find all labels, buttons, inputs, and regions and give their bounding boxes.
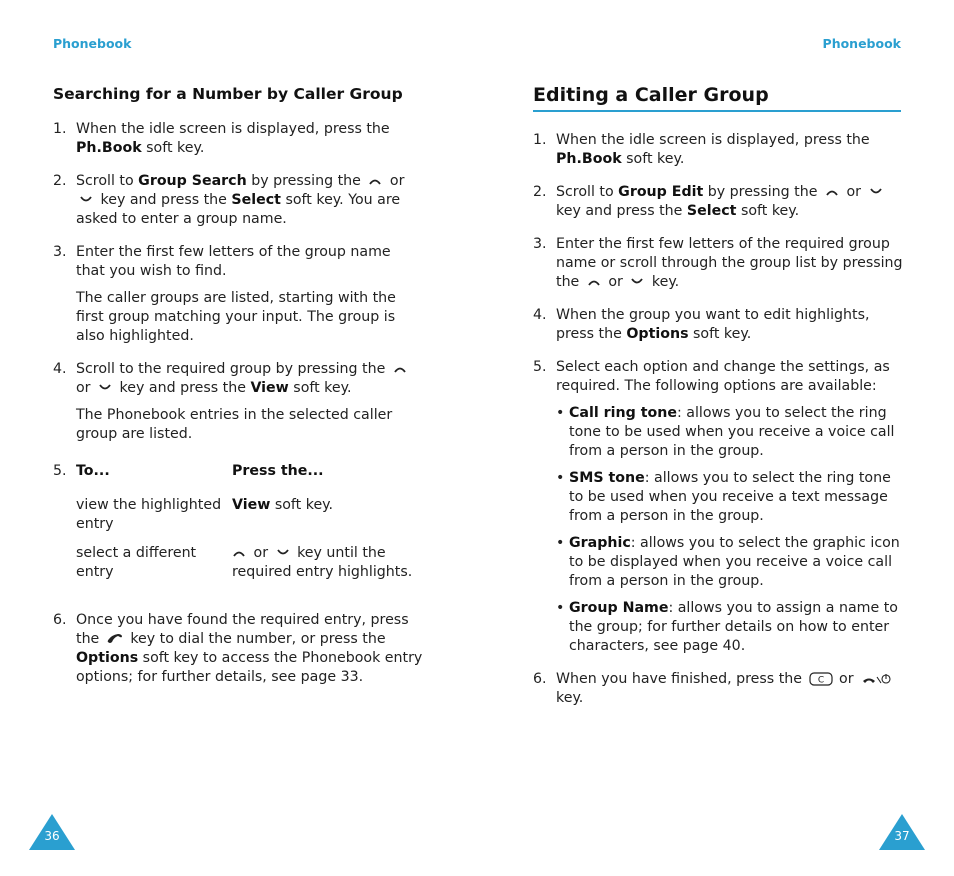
option-item: • SMS tone: allows you to select the ring tone to be used when you receive a text message from a person in the group.	[556, 470, 891, 524]
table-row	[76, 544, 423, 582]
step-4	[53, 360, 423, 444]
up-arrow-key-icon	[825, 187, 839, 197]
down-arrow-key-icon	[79, 195, 93, 205]
option-name: Call ring tone	[569, 405, 677, 421]
softkey-name: Options	[76, 650, 139, 666]
softkey-name: Options	[626, 326, 689, 342]
softkey-name: Select	[231, 192, 281, 208]
step-text: key.	[651, 274, 680, 290]
step-text: When the group you want to edit highlights, press the	[556, 307, 870, 342]
softkey-name: View	[232, 497, 271, 513]
step-number: 4.	[533, 307, 547, 323]
step-text: Scroll to the required group by pressing the	[76, 361, 386, 377]
step-text: When the idle screen is displayed, press the	[76, 121, 390, 137]
c-key-icon	[809, 672, 833, 686]
option-item: • Group Name: allows you to assign a name to the group; for further details on how to enter characters, see page 40.	[556, 600, 898, 654]
running-header: Phonebook	[822, 36, 901, 51]
step-text: soft key.	[626, 151, 685, 167]
step-text: key and press the	[100, 192, 227, 208]
step-number: 5.	[533, 359, 547, 375]
step-text: or	[839, 671, 854, 687]
step-number: 6.	[533, 671, 547, 687]
step-text: Enter the first few letters of the group name that you wish to find.	[76, 244, 391, 279]
step-text: soft key to access the Phonebook entry options; for further details, see page 33.	[76, 650, 423, 685]
table-header-row	[76, 462, 423, 481]
section-title: Searching for a Number by Caller Group	[53, 85, 403, 103]
step-text: Select each option and change the settings, as required. The following options are available:	[556, 359, 890, 394]
step-5	[533, 358, 903, 656]
page-number-badge	[879, 812, 925, 852]
step-text: or	[389, 173, 405, 189]
step-text: or	[846, 184, 861, 200]
up-arrow-key-icon	[232, 548, 246, 558]
table-cell-key	[232, 544, 423, 582]
option-desc: : allows you to select the ring tone to be used when you receive a text message from a person in the group.	[569, 470, 891, 524]
table-header-press: Press the...	[232, 463, 324, 479]
step-3	[533, 235, 903, 292]
step-note: The Phonebook entries in the selected caller group are listed.	[76, 407, 393, 442]
step-4	[533, 306, 903, 344]
step-1	[533, 131, 903, 169]
option-desc: : allows you to select the graphic icon to be displayed when you receive a voice call from a person in the group.	[569, 535, 900, 589]
step-2	[53, 172, 423, 229]
menu-name: Group Edit	[618, 184, 704, 200]
step-text: by pressing the	[251, 173, 361, 189]
action-table	[76, 462, 423, 582]
step-number: 6.	[53, 612, 67, 628]
down-arrow-key-icon	[98, 383, 112, 393]
step-number: 4.	[53, 361, 67, 377]
page-number-badge	[29, 812, 75, 852]
step-text: soft key.	[293, 380, 352, 396]
step-text: by pressing the	[707, 184, 818, 200]
step-text: key and press the	[556, 203, 683, 219]
up-arrow-key-icon	[587, 277, 601, 287]
step-1	[53, 120, 423, 158]
step-text: soft key.	[693, 326, 752, 342]
option-item: • Graphic: allows you to select the graphic icon to be displayed when you receive a voice call from a person in the group.	[556, 535, 900, 589]
page-number: 37	[894, 829, 910, 843]
step-text: soft key.	[146, 140, 205, 156]
send-key-icon	[106, 633, 124, 645]
step-3	[53, 243, 423, 346]
down-arrow-key-icon	[869, 187, 883, 197]
table-cell-action: select a different entry	[76, 545, 197, 580]
table-cell-text: soft key.	[274, 497, 334, 513]
section-title: Editing a Caller Group	[533, 84, 901, 112]
step-text: soft key. You are asked to enter a group name.	[76, 192, 401, 227]
step-text: Scroll to	[76, 173, 134, 189]
step-text: When the idle screen is displayed, press the	[556, 132, 870, 148]
option-name: SMS tone	[569, 470, 645, 486]
page-number: 36	[44, 829, 60, 843]
softkey-name: Ph.Book	[76, 140, 142, 156]
step-number: 1.	[533, 132, 547, 148]
option-item: • Call ring tone: allows you to select the ring tone to be used when you receive a voice call from a person in the group.	[556, 405, 895, 459]
step-text: Enter the first few letters of the required group name or scroll through the group list by pressing the	[556, 236, 903, 290]
step-6	[533, 670, 903, 708]
step-text: key and press the	[119, 380, 246, 396]
table-cell-text: or	[253, 545, 269, 561]
softkey-name: Ph.Book	[556, 151, 622, 167]
step-number: 2.	[53, 173, 67, 189]
end-power-key-icon	[860, 672, 892, 686]
step-text: Scroll to	[556, 184, 614, 200]
step-note: The caller groups are listed, starting with the first group matching your input. The group is also highlighted.	[76, 290, 396, 344]
table-cell-text: key until the required entry highlights.	[232, 545, 413, 580]
option-name: Graphic	[569, 535, 631, 551]
softkey-name: Select	[686, 203, 737, 219]
up-arrow-key-icon	[393, 364, 407, 374]
menu-name: Group Search	[138, 173, 247, 189]
option-desc: : allows you to select the ring tone to be used when you receive a voice call from a person in the group.	[569, 405, 895, 459]
step-text: key.	[556, 690, 584, 706]
up-arrow-key-icon	[368, 176, 382, 186]
option-name: Group Name	[569, 600, 669, 616]
step-text: or	[76, 380, 91, 396]
down-arrow-key-icon	[276, 548, 290, 558]
step-text: When you have finished, press the	[556, 671, 802, 687]
table-cell-key	[232, 496, 423, 534]
step-text: key to dial the number, or press the	[130, 631, 386, 647]
running-header: Phonebook	[53, 36, 132, 51]
right-page	[477, 0, 954, 876]
softkey-name: View	[250, 380, 289, 396]
svg-text:C: C	[817, 675, 824, 686]
option-desc: : allows you to assign a name to the group; for further details on how to enter characters, see page 40.	[569, 600, 898, 654]
step-number: 1.	[53, 121, 67, 137]
step-number: 2.	[533, 184, 547, 200]
step-2	[533, 183, 903, 221]
table-header-to: To...	[76, 463, 110, 479]
step-number: 3.	[533, 236, 547, 252]
step-5	[53, 462, 423, 582]
step-6	[53, 611, 423, 687]
down-arrow-key-icon	[630, 277, 644, 287]
step-text: soft key.	[740, 203, 800, 219]
step-text: or	[608, 274, 623, 290]
table-cell-action: view the highlighted entry	[76, 497, 222, 532]
table-row	[76, 496, 423, 534]
step-text: Once you have found the required entry, press the	[76, 612, 409, 647]
step-number: 3.	[53, 244, 67, 260]
step-number: 5.	[53, 463, 67, 479]
